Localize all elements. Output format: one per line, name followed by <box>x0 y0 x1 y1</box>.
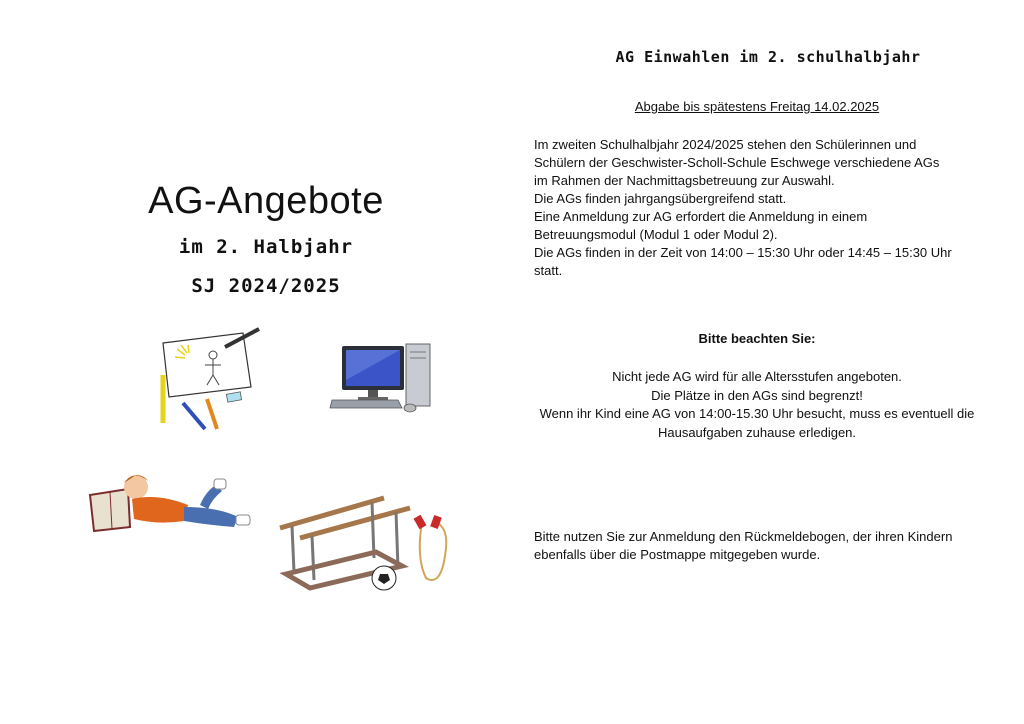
intro-line: Im zweiten Schulhalbjahr 2024/2025 stehen den Schülerinnen und <box>534 137 917 152</box>
deadline-text: Abgabe bis spätestens Freitag 14.02.2025 <box>634 99 880 114</box>
intro-line: im Rahmen der Nachmittagsbetreuung zur Auswahl. <box>534 173 835 188</box>
closing-paragraph <box>534 528 1004 564</box>
computer-clipart <box>328 340 438 415</box>
closing-line: ebenfalls über die Postmappe mitgegeben wurde. <box>534 547 821 562</box>
parallel-bars-clipart <box>276 488 456 596</box>
intro-line: Betreuungsmodul (Modul 1 oder Modul 2). <box>534 227 778 242</box>
intro-line: Die AGs finden in der Zeit von 14:00 – 15:30 Uhr oder 14:45 – 15:30 Uhr <box>534 245 952 260</box>
page-title: AG-Angebote <box>148 180 384 222</box>
drawing-clipart <box>155 325 265 430</box>
notice-line: Hausaufgaben zuhause erledigen. <box>657 424 857 440</box>
notice-line: Die Plätze in den AGs sind begrenzt! <box>651 387 863 403</box>
closing-line: Bitte nutzen Sie zur Anmeldung den Rückmeldebogen, der ihren Kindern <box>534 529 953 544</box>
intro-line: Die AGs finden jahrgangsübergreifend statt. <box>534 191 787 206</box>
notice-title: Bitte beachten Sie: <box>698 331 816 346</box>
subtitle-halbjahr: im 2. Halbjahr <box>178 236 354 258</box>
section-heading: AG Einwahlen im 2. schulhalbjahr <box>615 48 921 66</box>
subtitle-school-year: SJ 2024/2025 <box>191 275 341 297</box>
right-page <box>512 0 1024 724</box>
intro-line: statt. <box>534 263 563 278</box>
reading-child-clipart <box>88 465 258 540</box>
notice-line: Nicht jede AG wird für alle Altersstufen angeboten. <box>612 369 902 384</box>
intro-line: Eine Anmeldung zur AG erfordert die Anmeldung in einem <box>534 209 868 224</box>
intro-line: Schülern der Geschwister-Scholl-Schule Eschwege verschiedene AGs <box>534 155 940 170</box>
intro-paragraph <box>534 136 1004 280</box>
notice-paragraph <box>512 368 1002 442</box>
notice-line: Wenn ihr Kind eine AG von 14:00-15.30 Uhr besucht, muss es eventuell die <box>539 406 975 421</box>
